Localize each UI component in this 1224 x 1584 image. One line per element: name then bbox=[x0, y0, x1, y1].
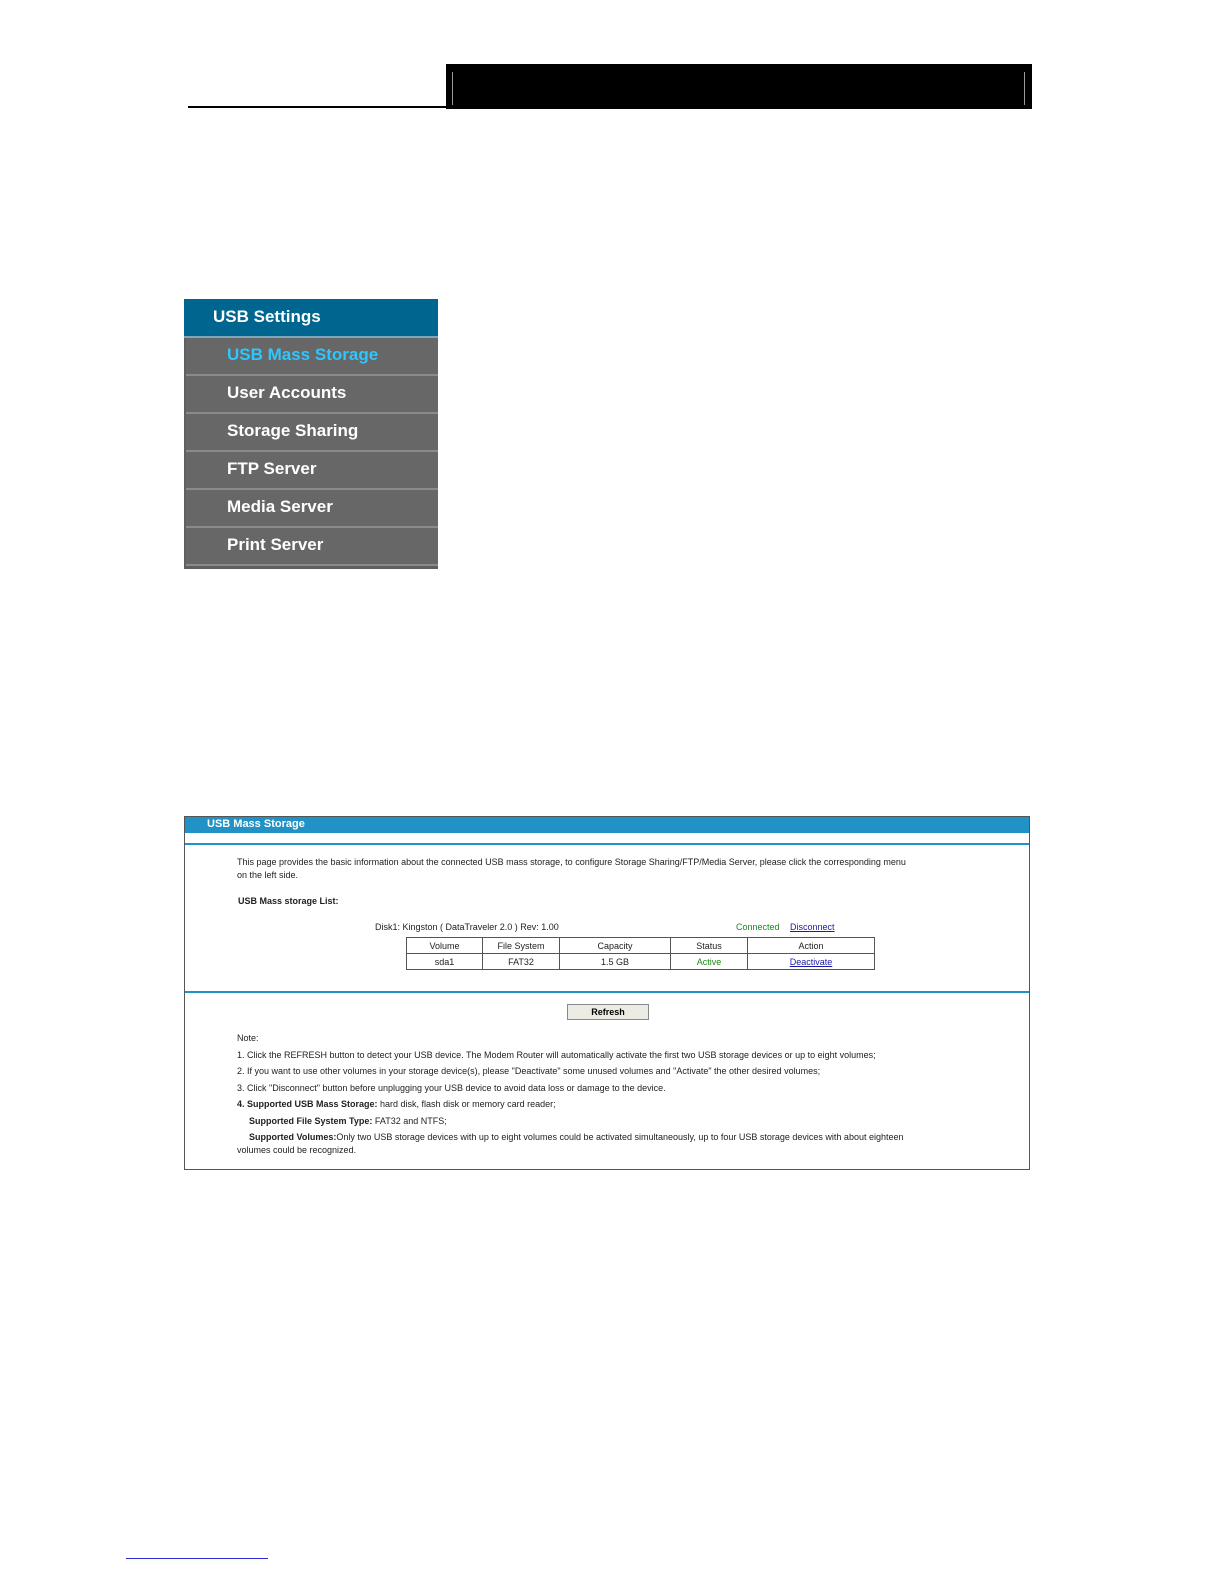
menu-header[interactable] bbox=[184, 299, 438, 338]
menu-item-usb-mass-storage[interactable] bbox=[186, 338, 438, 376]
header-bar bbox=[446, 64, 1032, 109]
column-header: File System bbox=[483, 938, 560, 954]
note-file-system bbox=[249, 1116, 447, 1126]
header-bar-tick-left bbox=[452, 72, 453, 105]
header-bar-tick-right bbox=[1024, 72, 1025, 105]
intro-text-line1: This page provides the basic information about the connected USB mass storage, to configure Storage Sharing/FTP/Media Server, please click the corresponding menu bbox=[237, 857, 906, 867]
menu-item-label: User Accounts bbox=[227, 383, 347, 402]
note-item-4-text: hard disk, flash disk or memory card reader; bbox=[377, 1099, 556, 1109]
status-cell: Active bbox=[671, 954, 748, 970]
table-row bbox=[407, 954, 875, 970]
note-item-1: 1. Click the REFRESH button to detect your USB device. The Modem Router will automatically activate the first two USB storage devices or up to eight volumes; bbox=[237, 1050, 876, 1060]
note-volumes-label: Supported Volumes: bbox=[249, 1132, 337, 1142]
disk-status: Connected bbox=[736, 922, 780, 932]
usb-settings-menu bbox=[184, 299, 438, 569]
note-item-3: 3. Click "Disconnect" button before unplugging your USB device to avoid data loss or damage to the device. bbox=[237, 1083, 666, 1093]
menu-item-label: Storage Sharing bbox=[227, 421, 359, 440]
capacity-cell: 1.5 GB bbox=[560, 954, 671, 970]
panel-divider-bottom bbox=[185, 991, 1029, 993]
usb-mass-storage-panel bbox=[184, 816, 1030, 1170]
menu-header-label: USB Settings bbox=[213, 307, 321, 326]
menu-item-label: USB Mass Storage bbox=[227, 345, 379, 364]
note-volumes-text: Only two USB storage devices with up to eight volumes could be activated simultaneously, up to four USB storage devices with about eighteen bbox=[336, 1132, 904, 1142]
menu-item-ftp-server[interactable] bbox=[186, 452, 438, 490]
column-header: Action bbox=[748, 938, 875, 954]
menu-item-label: Print Server bbox=[227, 535, 324, 554]
note-item-4-label: 4. Supported USB Mass Storage: bbox=[237, 1099, 378, 1109]
panel-title: USB Mass Storage bbox=[207, 818, 305, 830]
note-volumes bbox=[249, 1132, 904, 1142]
file-system-cell: FAT32 bbox=[483, 954, 560, 970]
note-item-4 bbox=[237, 1099, 556, 1109]
menu-item-media-server[interactable] bbox=[186, 490, 438, 528]
column-header: Status bbox=[671, 938, 748, 954]
volume-cell: sda1 bbox=[407, 954, 483, 970]
list-label: USB Mass storage List: bbox=[238, 896, 339, 906]
note-label: Note: bbox=[237, 1033, 259, 1043]
footer-link-rule bbox=[126, 1558, 268, 1559]
menu-item-label: FTP Server bbox=[227, 459, 317, 478]
menu-item-storage-sharing[interactable] bbox=[186, 414, 438, 452]
panel-divider-top bbox=[185, 843, 1029, 845]
note-item-2: 2. If you want to use other volumes in your storage device(s), please "Deactivate" some unused volumes and "Activate" the other desired volumes; bbox=[237, 1066, 821, 1076]
deactivate-link[interactable]: Deactivate bbox=[789, 956, 833, 967]
header-rule bbox=[188, 106, 448, 108]
disconnect-link[interactable]: Disconnect bbox=[790, 922, 835, 932]
panel-title-bar bbox=[185, 817, 1029, 836]
menu-item-label: Media Server bbox=[227, 497, 333, 516]
refresh-button[interactable]: Refresh bbox=[567, 1004, 649, 1020]
menu-item-print-server[interactable] bbox=[186, 528, 438, 566]
column-header: Capacity bbox=[560, 938, 671, 954]
note-volumes-line2: volumes could be recognized. bbox=[237, 1145, 357, 1155]
note-file-system-label: Supported File System Type: bbox=[249, 1116, 373, 1126]
volume-table bbox=[406, 937, 875, 970]
note-file-system-text: FAT32 and NTFS; bbox=[372, 1116, 447, 1126]
action-cell bbox=[748, 954, 875, 970]
table-header-row bbox=[407, 938, 875, 954]
intro-text-line2: on the left side. bbox=[237, 870, 299, 880]
menu-item-user-accounts[interactable] bbox=[186, 376, 438, 414]
column-header: Volume bbox=[407, 938, 483, 954]
disk-info: Disk1: Kingston ( DataTraveler 2.0 ) Rev: 1.00 bbox=[375, 922, 559, 932]
